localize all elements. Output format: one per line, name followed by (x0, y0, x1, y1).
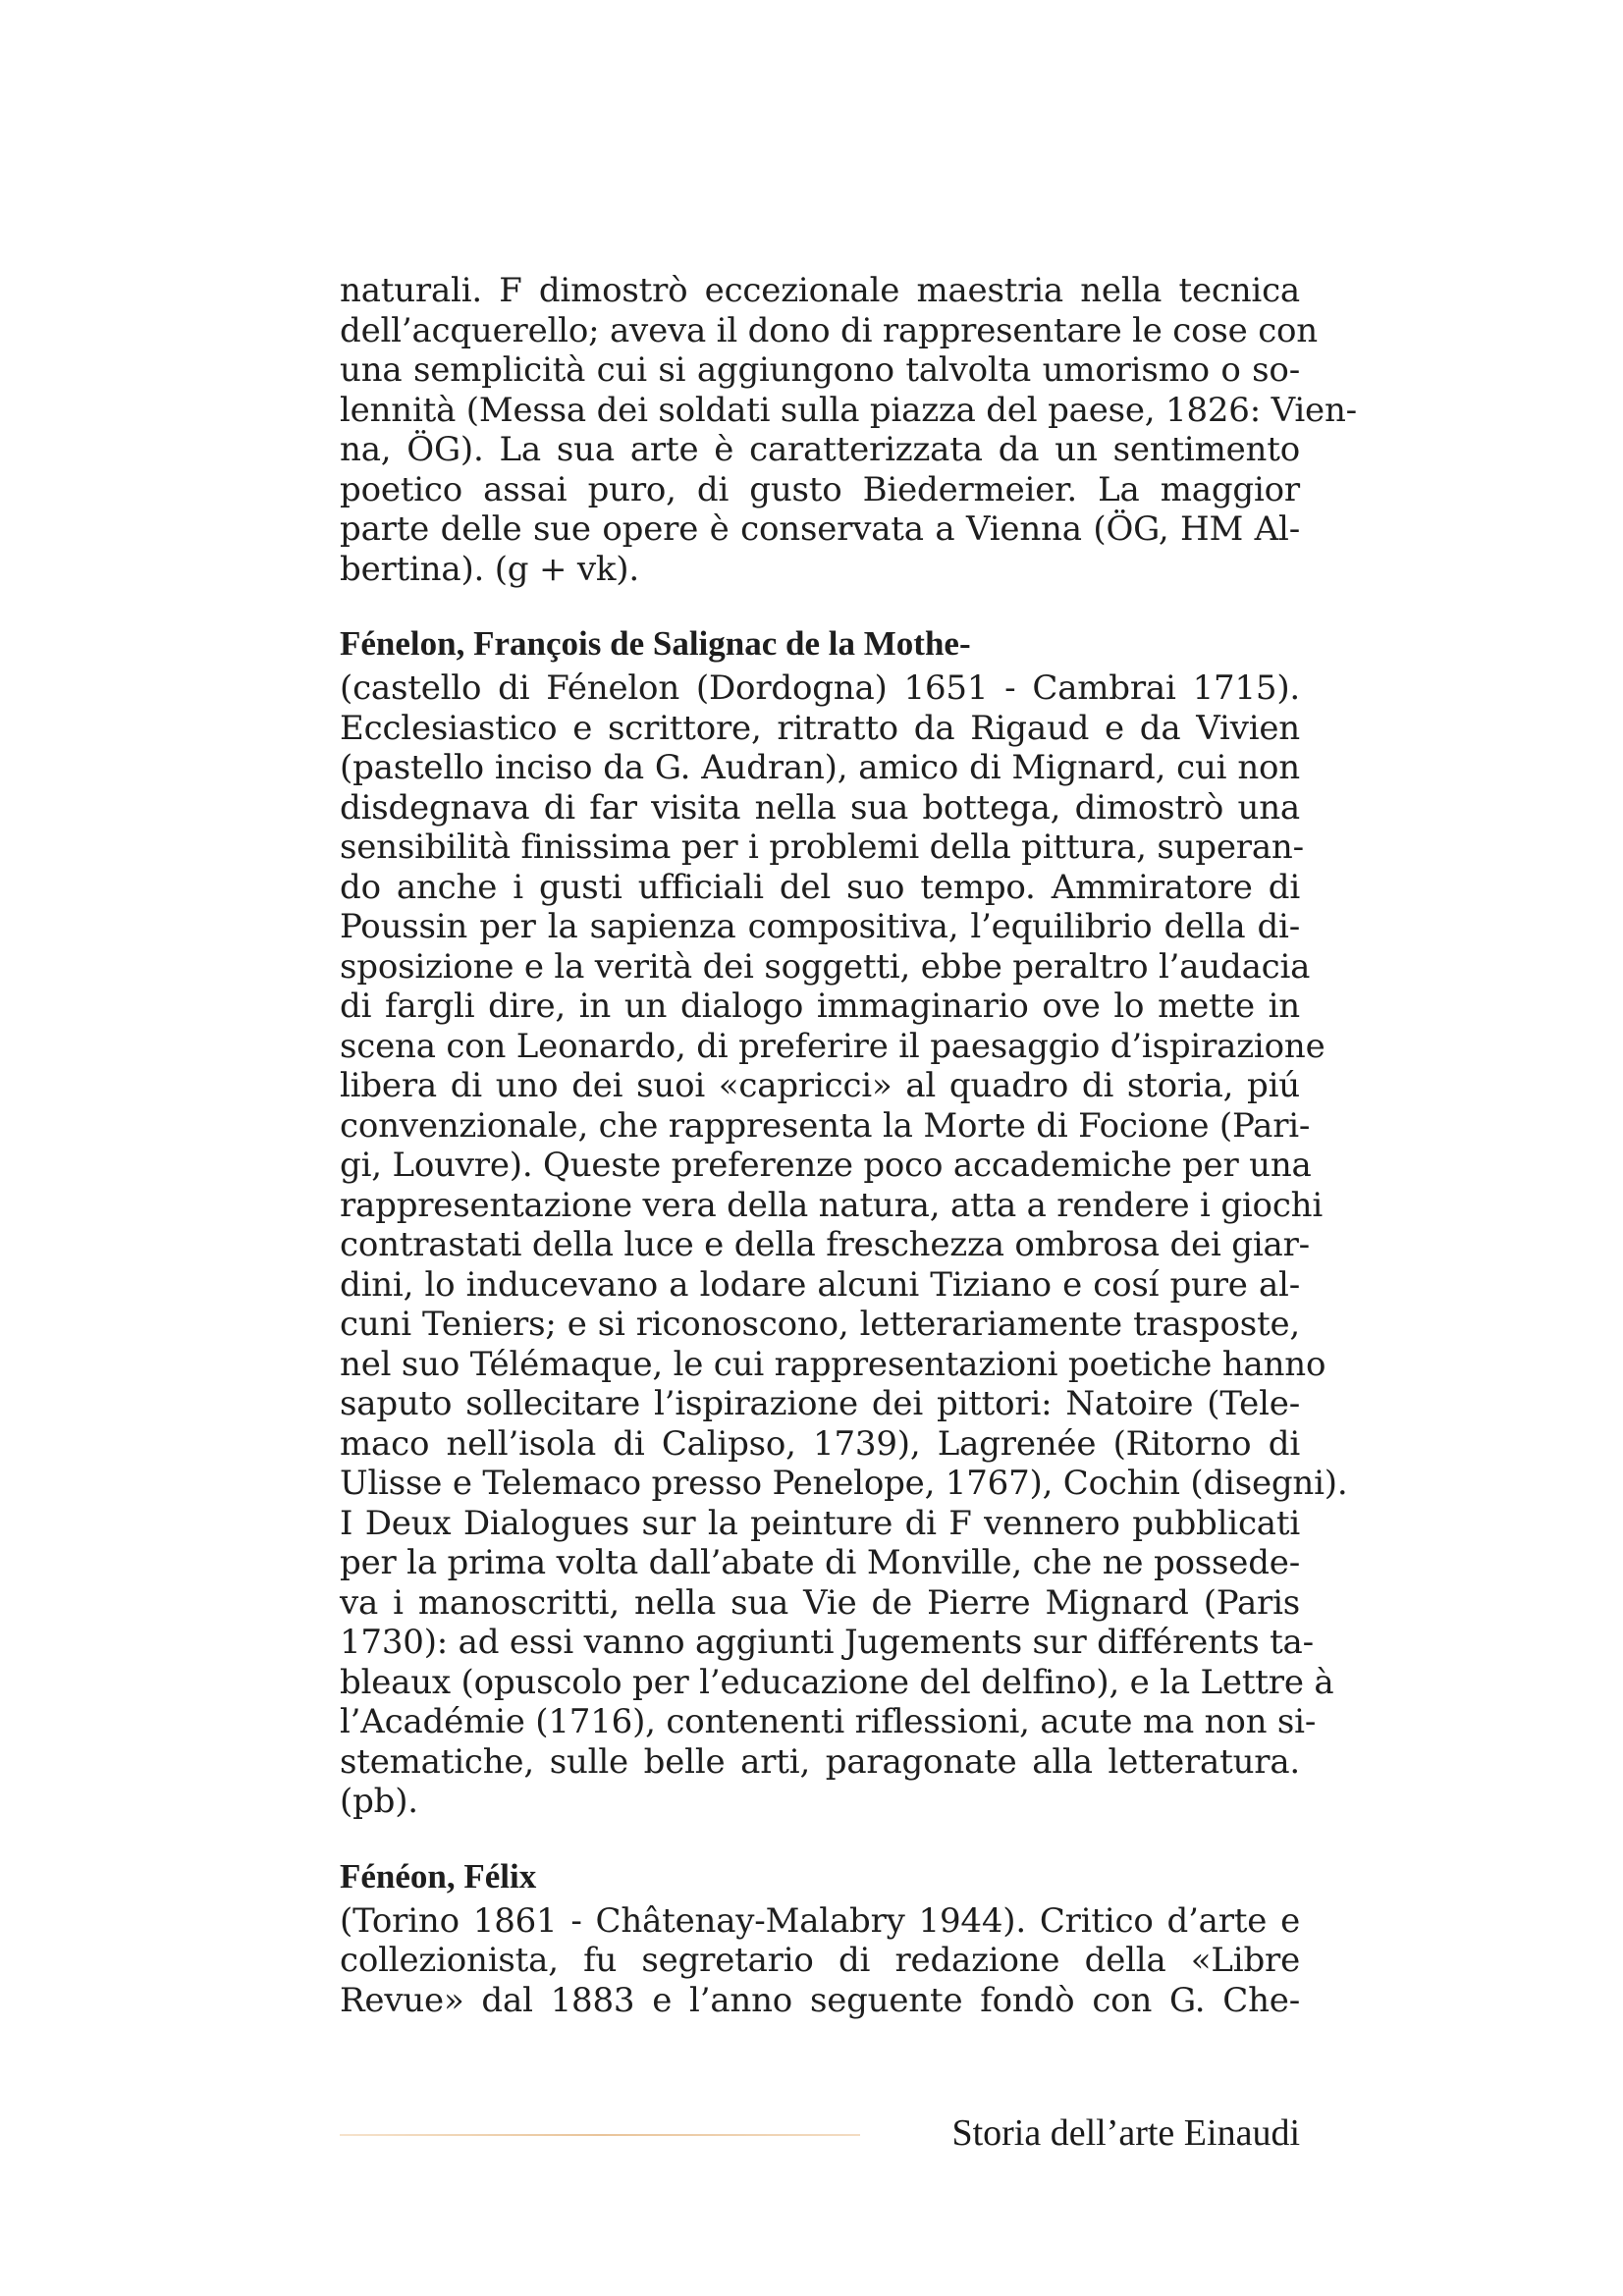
entry-continuation (340, 271, 1357, 589)
text-line: per la prima volta dall’abate di Monville, che ne possede- (340, 1543, 1300, 1582)
text-line: gi, Louvre). Queste preferenze poco accademiche per una (340, 1146, 1312, 1185)
text-line: Ulisse e Telemaco presso Penelope, 1767), Cochin (disegni). (340, 1464, 1348, 1503)
footer-rule (340, 2134, 860, 2136)
text-line: di fargli dire, in un dialogo immaginario ove lo mette in (340, 987, 1300, 1026)
entry-feneon (340, 1856, 1300, 2021)
text-line: nel suo Télémaque, le cui rappresentazioni poetiche hanno (340, 1344, 1326, 1384)
text-line: stematiche, sulle belle arti, paragonate alla letteratura. (340, 1741, 1300, 1782)
text-line: contrastati della luce e della freschezza ombrosa dei giar- (340, 1225, 1310, 1264)
text-line: Revue» dal 1883 e l’anno seguente fondò con G. Che- (340, 1980, 1300, 2020)
text-line: Poussin per la sapienza compositiva, l’equilibrio della di- (340, 907, 1300, 946)
text-line: scena con Leonardo, di preferire il paesaggio d’ispirazione (340, 1026, 1325, 1066)
text-line: Ecclesiastico e scrittore, ritratto da Rigaud e da Vivien (340, 708, 1300, 748)
text-line: I Deux Dialogues sur la peinture di F vennero pubblicati (340, 1503, 1300, 1543)
text-line: (pastello inciso da G. Audran), amico di Mignard, cui non (340, 748, 1300, 787)
text-line: naturali. F dimostrò eccezionale maestria nella tecnica (340, 271, 1300, 310)
text-line: bleaux (opuscolo per l’educazione del delfino), e la Lettre à (340, 1662, 1334, 1702)
text-line: sensibilità finissima per i problemi della pittura, superan- (340, 828, 1304, 867)
text-line: (castello di Fénelon (Dordogna) 1651 - Cambrai 1715). (340, 668, 1300, 708)
text-line: poetico assai puro, di gusto Biedermeier. La maggior (340, 469, 1300, 509)
text-line: (Torino 1861 - Châtenay-Malabry 1944). Critico d’arte e (340, 1900, 1300, 1941)
text-line: (pb). (340, 1782, 418, 1821)
text-line: l’Académie (1716), contenenti riflessioni, acute ma non si- (340, 1702, 1317, 1741)
text-line: convenzionale, che rappresenta la Morte di Focione (Pari- (340, 1105, 1311, 1146)
entry-heading: Fénéon, Félix (340, 1856, 537, 1896)
text-line: sposizione e la verità dei soggetti, ebbe peraltro l’audacia (340, 946, 1311, 987)
entry-heading: Fénelon, François de Salignac de la Mothe- (340, 624, 971, 663)
text-line: 1730): ad essi vanno aggiunti Jugements sur différents ta- (340, 1623, 1314, 1662)
text-line: saputo sollecitare l’ispirazione dei pittori: Natoire (Tele- (340, 1384, 1300, 1423)
page-footer (340, 2109, 1300, 2158)
text-line: cuni Teniers; e si riconoscono, letterariamente trasposte, (340, 1305, 1300, 1344)
text-line: libera di uno dei suoi «capricci» al quadro di storia, piú (340, 1066, 1300, 1105)
text-line: rappresentazione vera della natura, atta a rendere i giochi (340, 1185, 1324, 1225)
footer-title: Storia dell’arte Einaudi (951, 2112, 1300, 2154)
text-line: una semplicità cui si aggiungono talvolta umorismo o so- (340, 350, 1300, 390)
text-line: na, ÖG). La sua arte è caratterizzata da un sentimento (340, 430, 1300, 469)
text-line: parte delle sue opere è conservata a Vienna (ÖG, HM Al- (340, 509, 1300, 549)
text-line: dini, lo inducevano a lodare alcuni Tiziano e cosí pure al- (340, 1264, 1300, 1305)
text-line: dell’acquerello; aveva il dono di rappresentare le cose con (340, 310, 1318, 350)
text-line: maco nell’isola di Calipso, 1739), Lagrenée (Ritorno di (340, 1423, 1300, 1464)
text-line: do anche i gusti ufficiali del suo tempo. Ammiratore di (340, 867, 1300, 907)
text-line: disdegnava di far visita nella sua bottega, dimostrò una (340, 787, 1300, 828)
text-line: lennità (Messa dei soldati sulla piazza del paese, 1826: Vien- (340, 390, 1357, 430)
entry-fenelon (340, 623, 1348, 1822)
text-line: bertina). (g + vk). (340, 549, 639, 589)
text-line: collezionista, fu segretario di redazione della «Libre (340, 1941, 1300, 1980)
text-column (340, 271, 1357, 2020)
text-line: va i manoscritti, nella sua Vie de Pierre Mignard (Paris (340, 1582, 1300, 1623)
